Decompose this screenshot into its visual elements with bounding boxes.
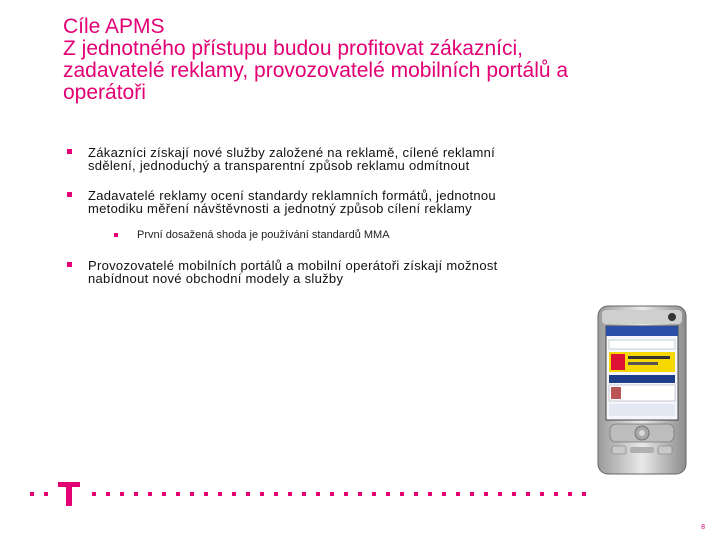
brand-dot — [582, 492, 586, 496]
mobile-phone-image — [592, 304, 692, 476]
brand-dot — [512, 492, 516, 496]
t-logo-icon — [58, 482, 80, 506]
square-bullet-icon — [67, 149, 72, 154]
brand-dot — [358, 492, 362, 496]
sub-bullet-item — [66, 229, 626, 241]
page-number: 8 — [701, 524, 705, 531]
brand-dot — [316, 492, 320, 496]
bullet-text-line: Zákazníci získají nové služby založené na reklamě, cílené reklamní — [88, 145, 496, 160]
brand-dot — [260, 492, 264, 496]
brand-dot — [456, 492, 460, 496]
brand-dot — [330, 492, 334, 496]
brand-dot — [120, 492, 124, 496]
bullet-text-line: metodiku měření návštěvnosti a jednotný způsob cílení reklamy — [88, 201, 472, 216]
brand-dot — [442, 492, 446, 496]
brand-dot — [428, 492, 432, 496]
brand-dot — [302, 492, 306, 496]
square-bullet-icon — [67, 262, 72, 267]
brand-dot — [498, 492, 502, 496]
bullet-list — [66, 146, 626, 302]
brand-dot — [232, 492, 236, 496]
brand-dot — [274, 492, 278, 496]
title-line-4: operátoři — [63, 81, 146, 104]
brand-dot — [470, 492, 474, 496]
brand-dot — [190, 492, 194, 496]
brand-dot — [372, 492, 376, 496]
brand-dot — [30, 492, 34, 496]
brand-dot — [204, 492, 208, 496]
slide-title — [63, 16, 703, 104]
brand-dot — [526, 492, 530, 496]
bullet-text-line: Zadavatelé reklamy ocení standardy reklamních formátů, jednotnou — [88, 188, 496, 203]
bullet-text-line: nabídnout nové obchodní modely a služby — [88, 271, 344, 286]
brand-dot — [218, 492, 222, 496]
brand-dot — [288, 492, 292, 496]
title-line-3: zadavatelé reklamy, provozovatelé mobilních portálů a — [63, 59, 569, 82]
bullet-item — [66, 259, 626, 285]
bullet-text-line: sdělení, jednoduchý a transparentní způsob reklamu odmítnout — [88, 158, 470, 173]
sub-bullet-text: První dosažená shoda je používání standardů MMA — [137, 229, 390, 241]
brand-dot — [246, 492, 250, 496]
brand-dot — [344, 492, 348, 496]
square-bullet-icon — [114, 233, 118, 237]
square-bullet-icon — [67, 192, 72, 197]
brand-dot — [44, 492, 48, 496]
brand-dot — [162, 492, 166, 496]
brand-dot — [568, 492, 572, 496]
brand-dot — [176, 492, 180, 496]
brand-dot — [92, 492, 96, 496]
bullet-text-line: Provozovatelé mobilních portálů a mobilní operátoři získají možnost — [88, 258, 498, 273]
brand-dot — [148, 492, 152, 496]
brand-dot — [386, 492, 390, 496]
brand-dot — [134, 492, 138, 496]
brand-dot — [554, 492, 558, 496]
brand-dot — [414, 492, 418, 496]
brand-bar — [28, 482, 598, 506]
bullet-item — [66, 189, 626, 215]
brand-dot — [400, 492, 404, 496]
title-line-2: Z jednotného přístupu budou profitovat zákazníci, — [63, 37, 523, 60]
title-line-1: Cíle APMS — [63, 15, 165, 38]
brand-dot — [106, 492, 110, 496]
bullet-item — [66, 146, 626, 172]
brand-dot — [484, 492, 488, 496]
brand-dot — [540, 492, 544, 496]
